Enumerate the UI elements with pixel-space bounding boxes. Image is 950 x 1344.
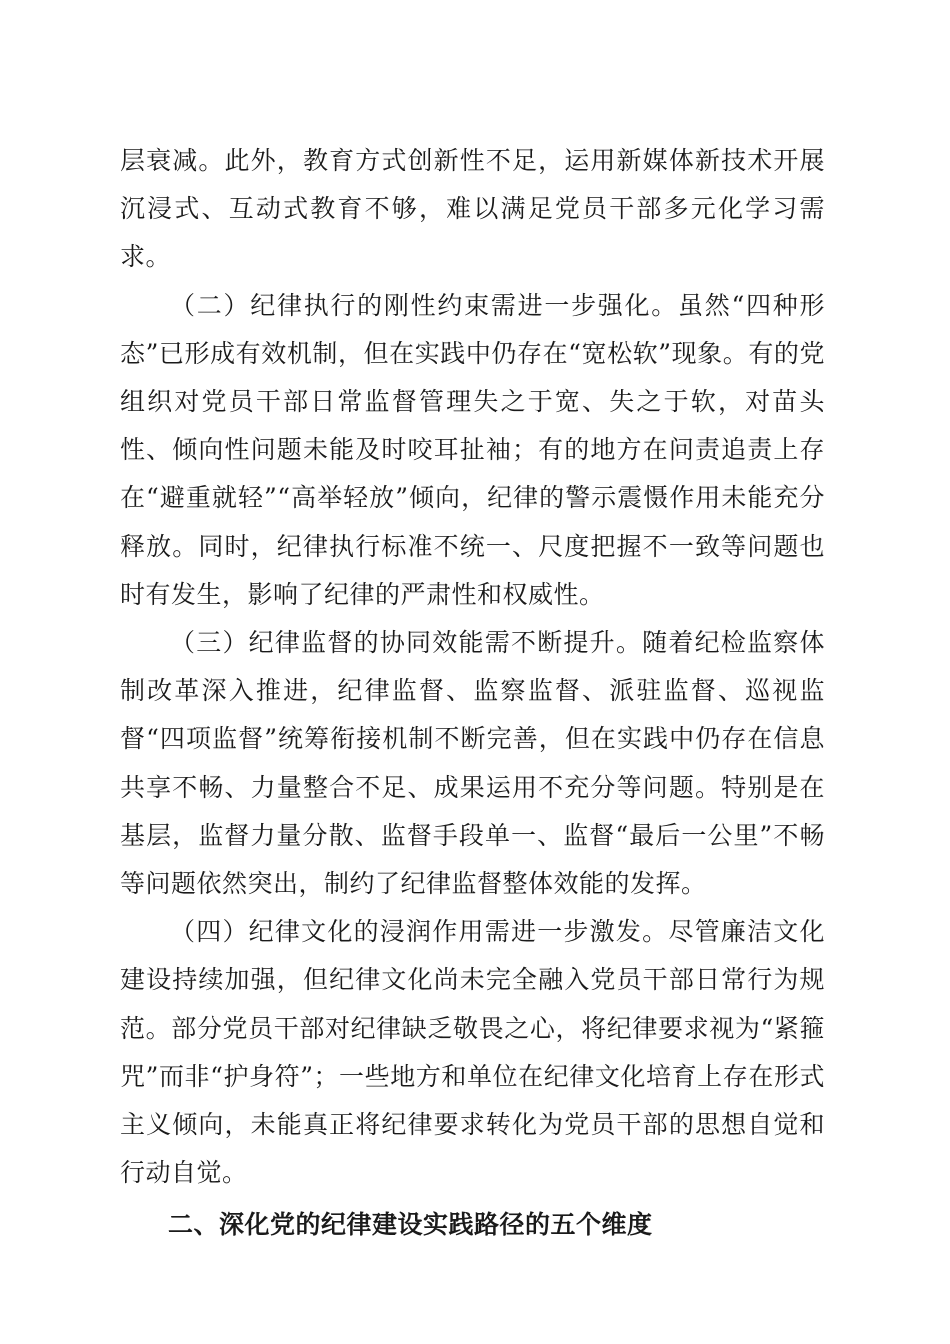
document-page [120,137,825,1253]
section-heading: 二、深化党的纪律建设实践路径的五个维度 [168,1210,653,1240]
paragraph-discipline-culture [120,908,825,1197]
paragraph-discipline-enforcement [120,282,825,619]
paragraph-discipline-supervision [120,619,825,908]
paragraph-continuation [120,137,825,282]
paragraph-text: 尽管廉洁文化建设持续加强，但纪律文化尚未完全融入党员干部日常行为规范。部分党员干部对纪律缺乏敬畏之心，将纪律要求视为“紧箍咒”而非“护身符”；一些地方和单位在纪律文化培育上存在形式主义倾向，未能真正将纪律要求转化为党员干部的思想自觉和行动自觉。 [120,917,825,1188]
paragraph-text: 层衰减。此外，教育方式创新性不足，运用新媒体新技术开展沉浸式、互动式教育不够，难以满足党员干部多元化学习需求。 [120,146,825,272]
paragraph-lead: （三）纪律监督的协同效能需不断提升。 [170,628,643,658]
paragraph-lead: （四）纪律文化的浸润作用需进一步激发。 [170,917,669,947]
paragraph-text: 随着纪检监察体制改革深入推进，纪律监督、监察监督、派驻监督、巡视监督“四项监督”统筹衔接机制不断完善，但在实践中仍存在信息共享不畅、力量整合不足、成果运用不充分等问题。特别是在基层，监督力量分散、监督手段单一、监督“最后一公里”不畅等问题依然突出，制约了纪律监督整体效能的发挥。 [120,628,825,899]
paragraph-text: 虽然“四种形态”已形成有效机制，但在实践中仍存在“宽松软”现象。有的党组织对党员干部日常监督管理失之于宽、失之于软，对苗头性、倾向性问题未能及时咬耳扯袖；有的地方在问责追责上存在“避重就轻”“高举轻放”倾向，纪律的警示震慑作用未能充分释放。同时，纪律执行标准不统一、尺度把握不一致等问题也时有发生，影响了纪律的严肃性和权威性。 [120,290,826,609]
paragraph-lead: （二）纪律执行的刚性约束需进一步强化。 [170,290,679,320]
